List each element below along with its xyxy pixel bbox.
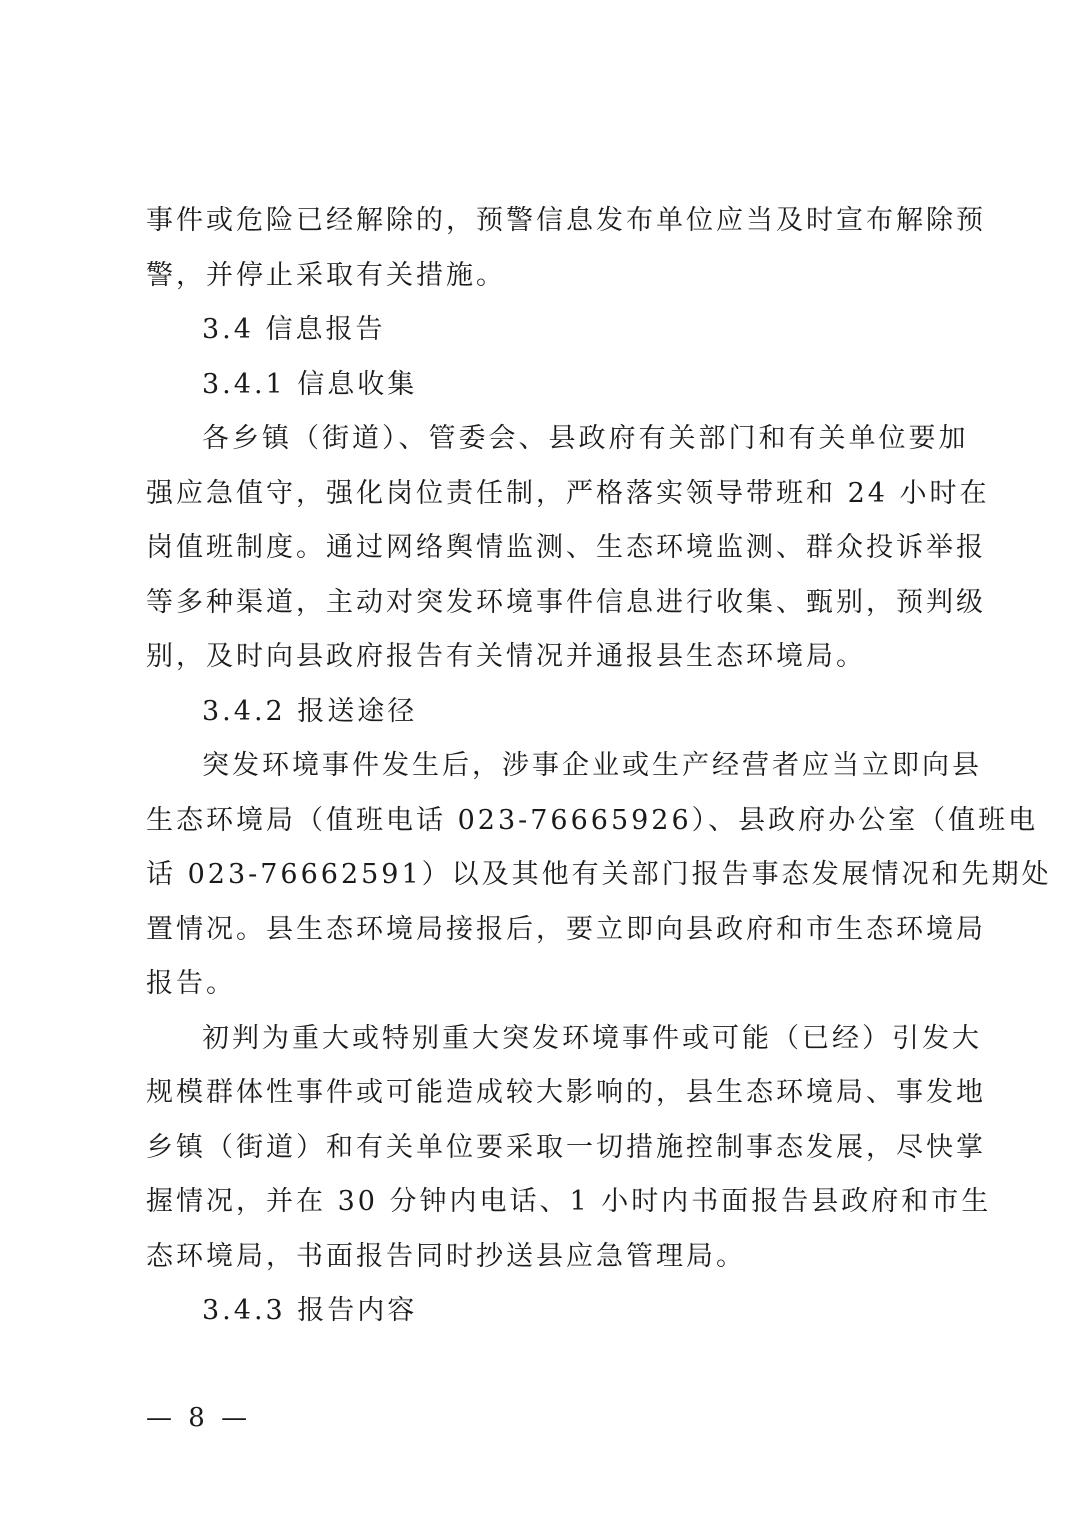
paragraph-line: 岗值班制度。通过网络舆情监测、生态环境监测、群众投诉举报 <box>146 532 986 563</box>
paragraph-line: 警，并停止采取有关措施。 <box>146 259 506 291</box>
section-heading-3-4-2: 3.4.2 报送途径 <box>202 695 418 727</box>
paragraph-line: 别，及时向县政府报告有关情况并通报县生态环境局。 <box>146 641 866 672</box>
paragraph-line: 态环境局，书面报告同时抄送县应急管理局。 <box>146 1240 746 1272</box>
paragraph-line: 置情况。县生态环境局接报后，要立即向县政府和市生态环境局 <box>146 913 986 945</box>
paragraph-line: 突发环境事件发生后，涉事企业或生产经营者应当立即向县 <box>202 750 982 781</box>
paragraph-line: 乡镇（街道）和有关单位要采取一切措施控制事态发展，尽快掌 <box>146 1131 986 1163</box>
paragraph-line: 握情况，并在 30 分钟内电话、1 小时内书面报告县政府和市生 <box>146 1186 992 1217</box>
paragraph-line: 事件或危险已经解除的，预警信息发布单位应当及时宣布解除预 <box>146 205 986 236</box>
section-heading-3-4: 3.4 信息报告 <box>202 314 386 345</box>
paragraph-line: 规模群体性事件或可能造成较大影响的，县生态环境局、事发地 <box>146 1077 986 1108</box>
paragraph-line: 初判为重大或特别重大突发环境事件或可能（已经）引发大 <box>202 1022 982 1054</box>
paragraph-line: 各乡镇（街道）、管委会、县政府有关部门和有关单位要加 <box>202 423 969 454</box>
paragraph-line: 报告。 <box>146 968 236 999</box>
paragraph-line: 生态环境局（值班电话 023-76665926）、县政府办公室（值班电 <box>146 804 1039 836</box>
paragraph-line: 强应急值守，强化岗位责任制，严格落实领导带班和 24 小时在 <box>146 477 990 509</box>
section-heading-3-4-3: 3.4.3 报告内容 <box>202 1295 418 1326</box>
page-number: — 8 — <box>146 1403 252 1433</box>
paragraph-line: 话 023-76662591）以及其他有关部门报告事态发展情况和先期处 <box>146 859 1052 890</box>
body-text <box>146 194 1052 1339</box>
section-heading-3-4-1: 3.4.1 信息收集 <box>202 368 418 400</box>
paragraph-line: 等多种渠道，主动对突发环境事件信息进行收集、甄别，预判级 <box>146 586 986 618</box>
